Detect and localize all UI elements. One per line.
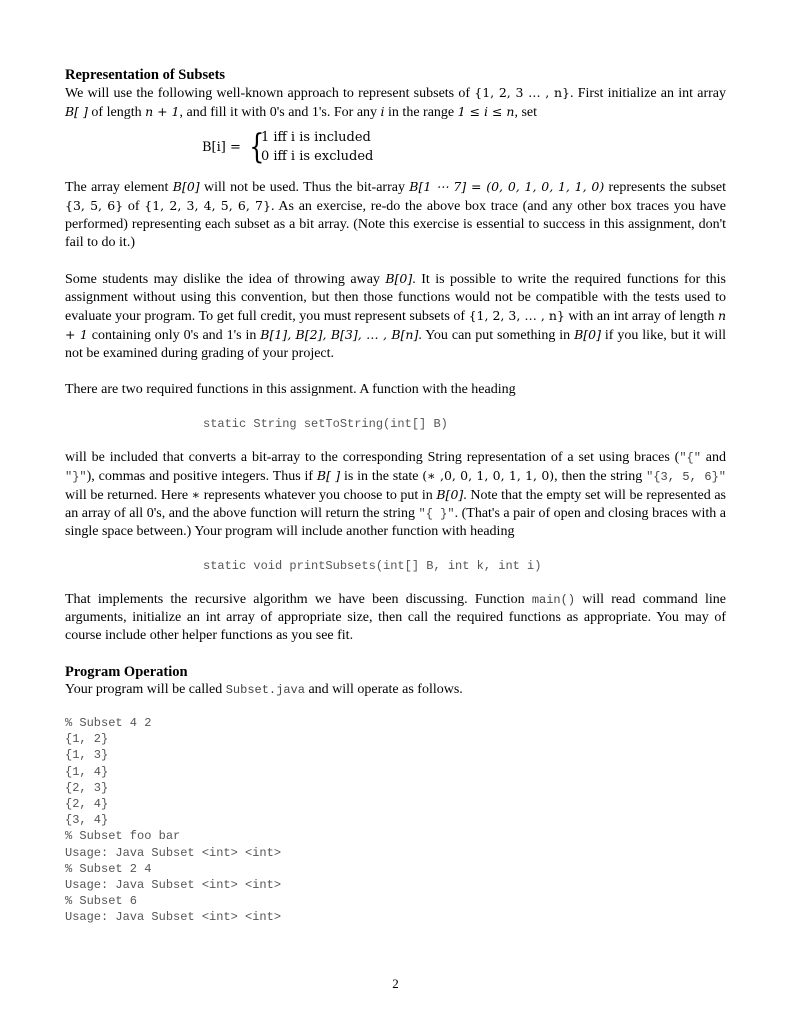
paragraph-bit-array: The array element B[0] will not be used. Thus the bit-array B[1 ⋯ 7] = (0, 0, 1, 0, 1, 1, 0) represents the subset {3, 5, 6} of {1, 2, 3, 4, 5, 6, 7}. As an exercise, re-do the above box trace (and any other box traces you have performed) representing each subset as a bit array. (Note this exercise is essential to success in this assignment, don't fail to do it.) — [65, 179, 727, 250]
terminal-line: Usage: Java Subset <int> <int> — [65, 910, 282, 925]
terminal-line: % Subset 4 2 — [65, 716, 152, 730]
case-included: 1 iff i is included — [261, 130, 371, 145]
paragraph-intro: We will use the following well-known approach to represent subsets of {1, 2, 3 … , n}. First initialize an int array B[ ] of length n + 1, and fill it with 0's and 1's. For any i in the range 1 ≤ i ≤ n, set — [65, 85, 727, 120]
terminal-line: {3, 4} — [65, 813, 109, 828]
terminal-line: {1, 2} — [65, 732, 109, 747]
paragraph-main-function: That implements the recursive algorithm we have been discussing. Function main() will read command line arguments, initialize an int array of appropriate size, then call the required functions as appropriate. You may of course include other helper functions as you see fit. — [65, 592, 726, 643]
definition-lhs: B[i] = — [202, 140, 241, 155]
terminal-line: % Subset 2 4 — [65, 861, 152, 876]
signature-set-to-string: static String setToString(int[] B) — [203, 417, 448, 431]
left-brace: { — [249, 127, 265, 167]
document-page — [65, 66, 726, 926]
terminal-example — [65, 715, 726, 926]
piecewise-definition — [65, 128, 726, 168]
terminal-line: Usage: Java Subset <int> <int> — [65, 845, 282, 860]
paragraph-convention: Some students may dislike the idea of throwing away B[0]. It is possible to write the required functions for this assignment without using this convention, but then those functions would not be compatible with the tests used to evaluate your program. To get full credit, you must represent subsets of {1, 2, 3, … , n} with an int array of length n + 1 containing only 0's and 1's in B[1], B[2], B[3], … , B[n]. You can put something in B[0] if you like, but it will not be examined during grading of your project. — [65, 271, 727, 361]
terminal-line: {1, 3} — [65, 748, 109, 763]
paragraph-program-name: Your program will be called Subset.java and will operate as follows. — [65, 682, 463, 697]
section-heading-representation: Representation of Subsets — [65, 67, 226, 83]
terminal-line: % Subset foo bar — [65, 829, 181, 844]
paragraph-required-functions: There are two required functions in this assignment. A function with the heading — [65, 382, 516, 397]
case-excluded: 0 iff i is excluded — [261, 149, 374, 164]
section-heading-program-operation: Program Operation — [65, 664, 188, 680]
terminal-line: Usage: Java Subset <int> <int> — [65, 878, 282, 893]
terminal-line: % Subset 6 — [65, 894, 138, 909]
signature-print-subsets: static void printSubsets(int[] B, int k, int i) — [203, 559, 542, 573]
terminal-line: {2, 3} — [65, 780, 109, 795]
paragraph-set-to-string: will be included that converts a bit-array to the corresponding String representation of a set using braces ("{" and "}"), commas and positive integers. Thus if B[ ] is in the state (∗ ,0, 0, 1, 0, 1, 1, 0), then the string "{3, 5, 6}" will be returned. Here ∗ represents whatever you choose to put in B[0]. Note that the empty set will be represented as an array of all 0's, and the above function will return the string "{ }". (That's a pair of open and closing braces with a single space between.) Your program will include another function with heading — [65, 450, 726, 539]
terminal-line: {2, 4} — [65, 797, 109, 812]
terminal-line: {1, 4} — [65, 764, 109, 779]
page-number: 2 — [392, 976, 399, 991]
